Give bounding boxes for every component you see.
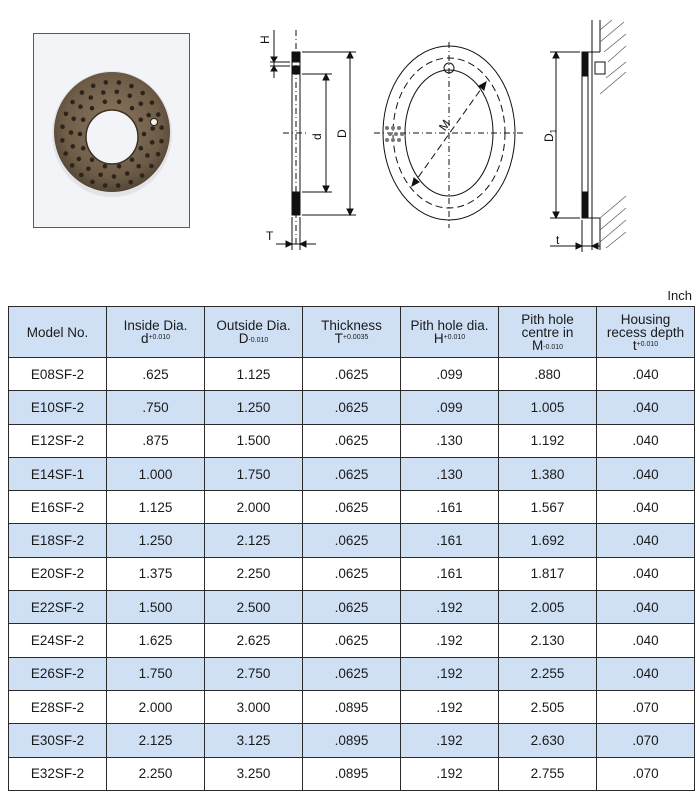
unit-label: Inch — [667, 288, 692, 303]
table-cell: .192 — [401, 657, 499, 690]
header-symbol — [305, 332, 398, 345]
table-cell: .192 — [401, 624, 499, 657]
table-body — [9, 358, 695, 791]
header-inside-dia — [107, 307, 205, 358]
table-row — [9, 657, 695, 690]
table-cell: 1.125 — [107, 491, 205, 524]
table-cell: 1.750 — [107, 657, 205, 690]
table-cell: E12SF-2 — [9, 424, 107, 457]
table-cell: .625 — [107, 358, 205, 391]
table-cell: .070 — [597, 757, 695, 790]
header-symbol-letter: T — [334, 331, 343, 346]
table-cell: 2.755 — [499, 757, 597, 790]
table-cell: .0625 — [303, 591, 401, 624]
header-symbol-letter: d — [140, 331, 149, 346]
table-cell: .0625 — [303, 491, 401, 524]
table-cell: .0625 — [303, 657, 401, 690]
table-cell: E28SF-2 — [9, 690, 107, 723]
header-label-line2: recess depth — [606, 324, 685, 340]
header-label: Inside Dia. — [123, 318, 188, 333]
header-symbol — [599, 339, 692, 352]
header-label: Outside Dia. — [216, 318, 291, 333]
table-cell: .040 — [597, 657, 695, 690]
header-symbol — [403, 332, 496, 345]
table-cell: .040 — [597, 491, 695, 524]
table-row — [9, 757, 695, 790]
table-cell: E18SF-2 — [9, 524, 107, 557]
table-row — [9, 457, 695, 490]
table-cell: .0895 — [303, 757, 401, 790]
table-cell: .161 — [401, 524, 499, 557]
header-housing-recess-depth — [597, 307, 695, 358]
table-cell: .161 — [401, 557, 499, 590]
table-row — [9, 591, 695, 624]
table-cell: .0625 — [303, 524, 401, 557]
table-cell: .099 — [401, 391, 499, 424]
header-label: Housing — [620, 311, 671, 327]
header-label-line2: centre in — [521, 324, 574, 340]
header-tolerance: -0.010 — [543, 343, 564, 351]
table-cell: .099 — [401, 358, 499, 391]
table-cell: E20SF-2 — [9, 557, 107, 590]
table-cell: 3.125 — [205, 724, 303, 757]
table-cell: .0625 — [303, 624, 401, 657]
table-cell: .040 — [597, 591, 695, 624]
table-cell: 1.125 — [205, 358, 303, 391]
table-row — [9, 624, 695, 657]
table-cell: 1.750 — [205, 457, 303, 490]
table-cell: .0625 — [303, 358, 401, 391]
header-tolerance: +0.010 — [636, 340, 659, 348]
table-cell: 2.500 — [205, 591, 303, 624]
header-tolerance: +0.0035 — [342, 334, 369, 341]
table-cell: E32SF-2 — [9, 757, 107, 790]
header-symbol — [207, 332, 300, 345]
label-t: t — [556, 233, 560, 247]
table-cell: 2.005 — [499, 591, 597, 624]
table-cell: .040 — [597, 391, 695, 424]
table-cell: 1.817 — [499, 557, 597, 590]
table-cell: 1.005 — [499, 391, 597, 424]
table-cell: 1.500 — [205, 424, 303, 457]
table-row — [9, 690, 695, 723]
table-cell: 2.000 — [107, 690, 205, 723]
table-cell: 2.130 — [499, 624, 597, 657]
front-view — [374, 42, 526, 228]
table-cell: .0625 — [303, 424, 401, 457]
table-row — [9, 491, 695, 524]
label-d: d — [310, 133, 324, 140]
table-cell: E10SF-2 — [9, 391, 107, 424]
table-cell: 3.000 — [205, 690, 303, 723]
table-cell: E16SF-2 — [9, 491, 107, 524]
table-cell: .070 — [597, 690, 695, 723]
table-cell: E14SF-1 — [9, 457, 107, 490]
table-cell: 1.250 — [107, 524, 205, 557]
table-cell: 1.380 — [499, 457, 597, 490]
table-cell: 1.000 — [107, 457, 205, 490]
table-cell: 2.255 — [499, 657, 597, 690]
table-cell: 1.500 — [107, 591, 205, 624]
table-cell: .0625 — [303, 557, 401, 590]
table-cell: .192 — [401, 724, 499, 757]
header-tolerance: +0.010 — [443, 334, 466, 341]
header-symbol — [501, 339, 594, 352]
header-label: Thickness — [321, 318, 382, 333]
table-row — [9, 724, 695, 757]
header-outside-dia — [205, 307, 303, 358]
header-symbol — [109, 332, 202, 345]
table-cell: 3.250 — [205, 757, 303, 790]
header-label: Pith hole dia. — [410, 318, 489, 333]
header-symbol-letter: H — [433, 331, 444, 346]
table-cell: .040 — [597, 457, 695, 490]
header-symbol-letter: t — [632, 337, 637, 353]
label-D1: $D_1$ — [542, 128, 558, 142]
table-cell: 2.625 — [205, 624, 303, 657]
table-cell: E24SF-2 — [9, 624, 107, 657]
header-label: Model No. — [26, 324, 89, 340]
table-header-row — [9, 307, 695, 358]
table-cell: E26SF-2 — [9, 657, 107, 690]
table-cell: 1.692 — [499, 524, 597, 557]
table-cell: .161 — [401, 491, 499, 524]
table-cell: .040 — [597, 424, 695, 457]
table-cell: .040 — [597, 557, 695, 590]
label-M: M — [435, 117, 454, 134]
table-cell: .192 — [401, 690, 499, 723]
table-cell: 2.505 — [499, 690, 597, 723]
table-row — [9, 391, 695, 424]
table-cell: .040 — [597, 358, 695, 391]
table-cell: E30SF-2 — [9, 724, 107, 757]
table-cell: .040 — [597, 524, 695, 557]
table-cell: 1.375 — [107, 557, 205, 590]
table-cell: 2.630 — [499, 724, 597, 757]
table-cell: 2.000 — [205, 491, 303, 524]
label-H: H — [258, 35, 272, 44]
table-cell: 2.125 — [107, 724, 205, 757]
header-tolerance: +0.010 — [148, 334, 171, 341]
table-cell: .130 — [401, 457, 499, 490]
table-cell: E22SF-2 — [9, 591, 107, 624]
table-cell: .750 — [107, 391, 205, 424]
table-cell: .0895 — [303, 690, 401, 723]
table-cell: .070 — [597, 724, 695, 757]
table-cell: .192 — [401, 757, 499, 790]
table-cell: .040 — [597, 624, 695, 657]
label-D: D — [335, 129, 349, 138]
header-pitch-hole-dia — [401, 307, 499, 358]
table-cell: .880 — [499, 358, 597, 391]
header-symbol-letter: D — [238, 331, 249, 346]
header-symbol-letter: M — [531, 337, 544, 353]
specification-table — [8, 306, 695, 791]
table-cell: 2.250 — [205, 557, 303, 590]
table-cell: 2.750 — [205, 657, 303, 690]
table-cell: 1.567 — [499, 491, 597, 524]
table-cell: .0895 — [303, 724, 401, 757]
table-cell: .0625 — [303, 457, 401, 490]
header-model-no — [9, 307, 107, 358]
table-cell: .130 — [401, 424, 499, 457]
table-cell: .0625 — [303, 391, 401, 424]
table-cell: 1.192 — [499, 424, 597, 457]
table-cell: .192 — [401, 591, 499, 624]
label-T: T — [266, 229, 274, 243]
header-tolerance: -0.010 — [248, 337, 269, 344]
table-cell: 1.625 — [107, 624, 205, 657]
table-row — [9, 557, 695, 590]
table-cell: 2.250 — [107, 757, 205, 790]
table-row — [9, 358, 695, 391]
table-cell: E08SF-2 — [9, 358, 107, 391]
header-thickness — [303, 307, 401, 358]
header-label: Pith hole — [521, 311, 574, 327]
technical-drawings — [0, 0, 700, 290]
table-cell: 1.250 — [205, 391, 303, 424]
table-cell: 2.125 — [205, 524, 303, 557]
header-pitch-hole-centre — [499, 307, 597, 358]
table-row — [9, 424, 695, 457]
table-cell: .875 — [107, 424, 205, 457]
table-row — [9, 524, 695, 557]
housing-view — [550, 20, 626, 252]
